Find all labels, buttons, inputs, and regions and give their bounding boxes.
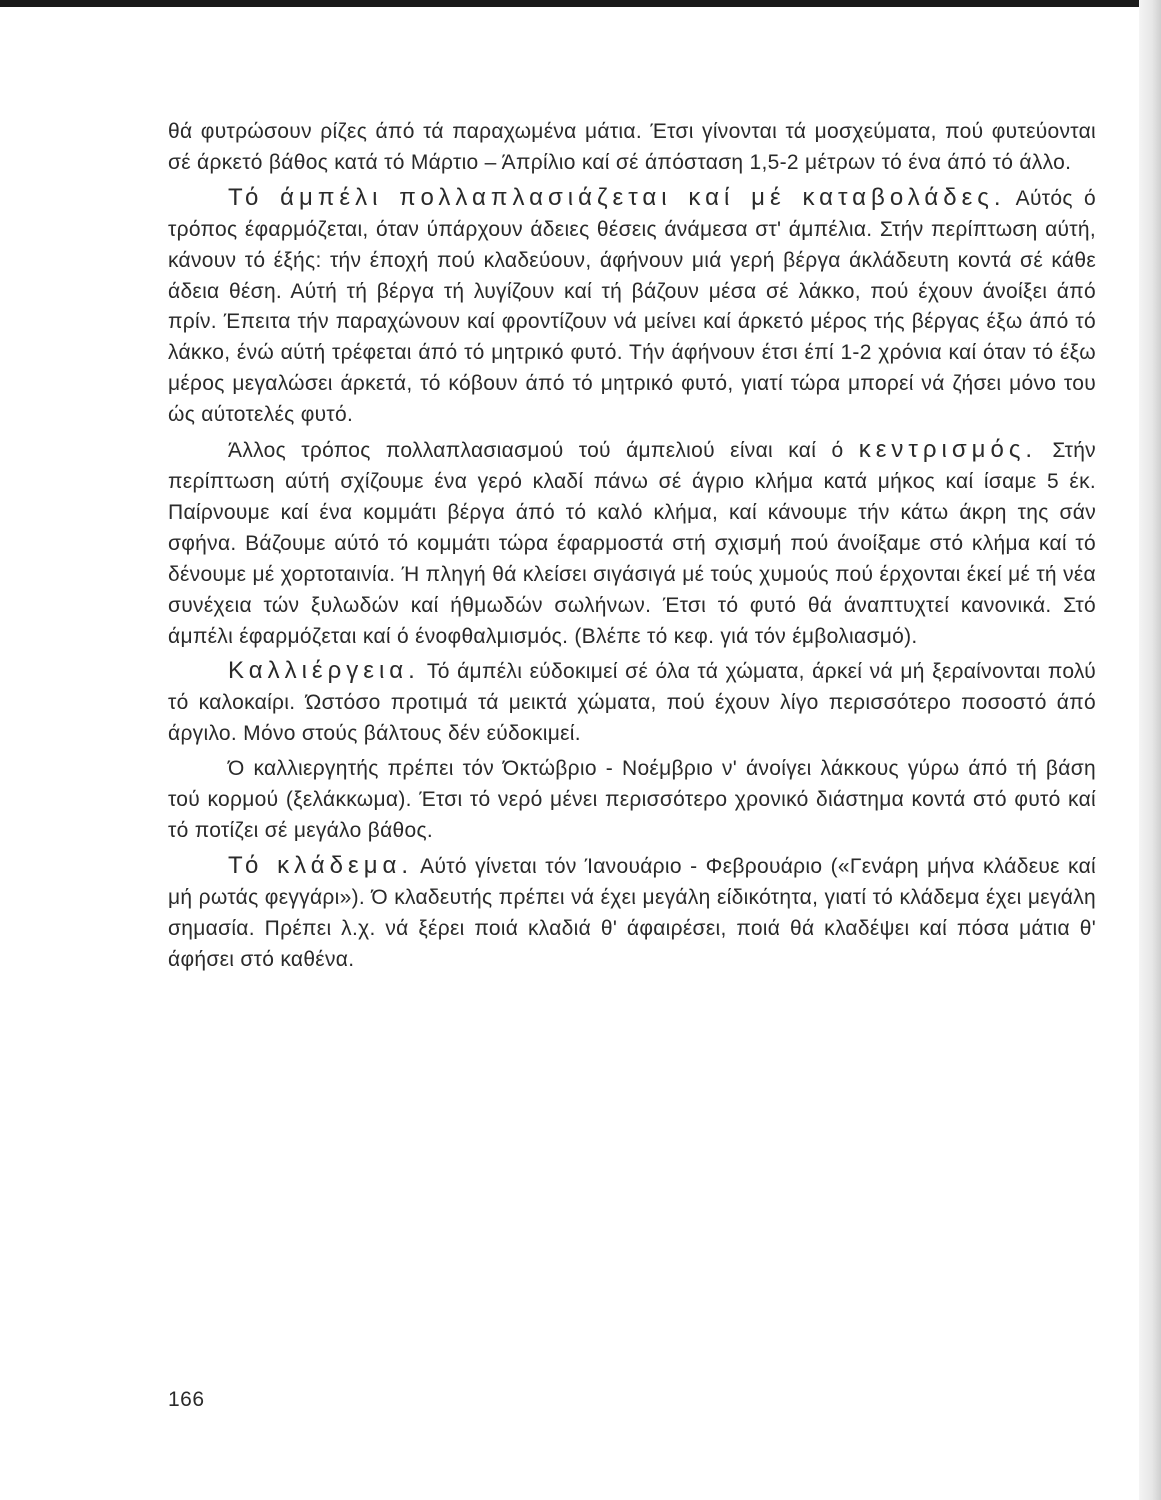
scan-right-shadow [1139, 0, 1161, 1500]
page-body [168, 117, 1096, 975]
page-number: 166 [168, 1388, 205, 1411]
paragraph-pruning [168, 851, 1096, 976]
paragraph-text: Τό άμπέλι εύδοκιμεί σέ όλα τά χώματα, άρκεί νά μή ξεραίνονται πολύ τό καλοκαίρι. Ώστόσο προτιμά τά μεικτά χώματα, πού έχουν λίγο περισσότερο ποσοστό άπό άργιλο. Μόνο στούς βάλτους δέν εύδοκιμεί. [168, 660, 1096, 746]
section-heading-layering: Τό άμπέλι πολλαπλασιάζεται καί μέ καταβολάδες. [228, 183, 1006, 211]
paragraph-text: Στήν περίπτωση αύτή σχίζουμε ένα γερό κλαδί πάνω σέ άγριο κλήμα κατά μήκος καί ίσαμε 5 έκ. Παίρνουμε καί ένα κομμάτι βέργα άπό τό καλό κλήμα, καί κάνουμε τήν κάτω άκρη της σάν σφήνα. Βάζουμε αύτό τό κομμάτι τώρα έφαρμοστά στή σχισμή πού άνοίξαμε στό κλήμα καί τό δένουμε μέ χορτοταινία. Ή πληγή θά κλείσει σιγάσιγά μέ τούς χυμούς πού έρχονται έκεί μέ τή νέα συνέχεια τών ξυλωδών καί ήθμωδών σωλήνων. Έτσι τό φυτό θά άναπτυχτεί κανονικά. Στό άμπέλι έφαρμόζεται καί ό ένοφθαλμισμός. (Βλέπε τό κεφ. γιά τόν έμβολιασμό). [168, 439, 1096, 648]
paragraph-grafting [168, 435, 1096, 652]
section-heading-cultivation: Καλλιέργεια. [228, 657, 420, 685]
paragraph-text: Αύτό γίνεται τόν Ίανουάριο - Φεβρουάριο («Γενάρη μήνα κλάδευε καί μή ρωτάς φεγγάρι»). Ό κλαδευτής πρέπει νά έχει μεγάλη είδικότητα, γιατί τό κλάδεμα έχει μεγάλη σημασία. Πρέπει λ.χ. νά ξέρει ποιά κλαδιά θ' άφαιρέσει, ποιά θά κλαδέψει καί πόσα μάτια θ' άφήσει στό καθένα. [168, 854, 1096, 971]
paragraph-trenching [168, 754, 1096, 847]
paragraph-text: Ό καλλιεργητής πρέπει τόν Όκτώβριο - Νοέμβριο ν' άνοίγει λάκκους γύρω άπό τή βάση τού κορμού (ξελάκκωμα). Έτσι τό νερό μένει περισσότερο χρονικό διάστημα κοντά στό φυτό καί τό ποτίζει σέ μεγάλο βάθος. [168, 757, 1096, 842]
paragraph-layering [168, 183, 1096, 431]
scan-top-border [0, 0, 1161, 7]
paragraph-cultivation [168, 656, 1096, 750]
paragraph-text: θά φυτρώσουν ρίζες άπό τά παραχωμένα μάτια. Έτσι γίνονται τά μοσχεύματα, πού φυτεύονται σέ άρκετό βάθος κατά τό Μάρτιο – Άπρίλιο καί σέ άπόσταση 1,5-2 μέτρων τό ένα άπό τό άλλο. [168, 120, 1096, 174]
section-heading-pruning: Τό κλάδεμα. [228, 851, 414, 879]
paragraph-text: Αύτός ό τρόπος έφαρμόζεται, όταν ύπάρχουν άδειες θέσεις άνάμεσα στ' άμπέλια. Στήν περίπτωση αύτή, κάνουν τό έξής: τήν έποχή πού κλαδεύουν, άφήνουν μιά γερή βέργα άκλάδευτη κοντά σέ κάθε άδεια θέση. Αύτή τή βέργα τή λυγίζουν καί τή βάζουν μέσα σέ λάκκο, πού έχουν άνοίξει άπό πρίν. Έπειτα τήν παραχώνουν καί φροντίζουν νά μείνει καί άρκετό μέρος τής βέργας έξω άπό τό λάκκο, ένώ αύτή τρέφεται άπό τό μητρικό φυτό. Τήν άφήνουν έτσι έπί 1-2 χρόνια καί όταν τό έξω μέρος μεγαλώσει άρκετά, τό κόβουν άπό τό μητρικό φυτό, γιατί τώρα μπορεί νά ζήσει μόνο του ώς αύτοτελές φυτό. [168, 186, 1096, 427]
inline-heading-grafting: κεντρισμός. [858, 436, 1038, 464]
paragraph-cuttings [168, 117, 1096, 179]
paragraph-lead-text: Άλλος τρόπος πολλαπλασιασμού τού άμπελιού είναι καί ό [228, 439, 859, 463]
